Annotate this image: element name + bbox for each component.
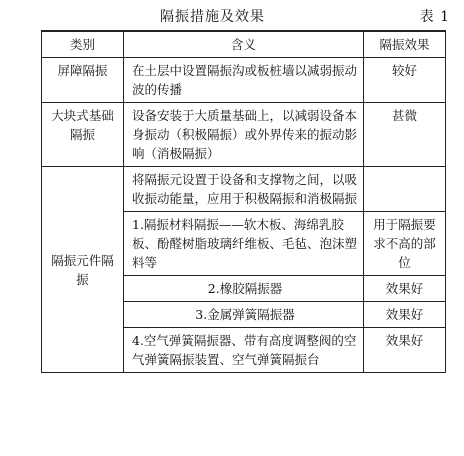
row-meaning: 设备安装于大质量基础上，以减弱设备本身振动（积极隔振）或外界传来的振动影响（消极隔振） <box>124 103 364 167</box>
row-meaning: 在土层中设置隔振沟或板桩墙以减弱振动波的传播 <box>124 58 364 103</box>
subrow-meaning: 3.金属弹簧隔振器 <box>124 302 364 328</box>
vibration-isolation-table <box>41 30 446 373</box>
header-effect: 隔振效果 <box>364 31 446 58</box>
table-caption <box>0 4 464 26</box>
subrow-meaning: 4.空气弹簧隔振器、带有高度调整阀的空气弹簧隔振装置、空气弹簧隔振台 <box>124 328 364 373</box>
row-category: 大块式基础隔振 <box>42 103 124 167</box>
table-number: 表 1 <box>419 9 450 25</box>
row-category: 屏障隔振 <box>42 58 124 103</box>
subrow-effect: 用于隔振要求不高的部位 <box>364 212 446 276</box>
table-title: 隔振措施及效果 <box>160 9 265 25</box>
subrow-effect: 效果好 <box>364 328 446 373</box>
row-meaning: 将隔振元设置于设备和支撑物之间，以吸收振动能量，应用于积极隔振和消极隔振 <box>124 167 364 212</box>
row-category: 隔振元件隔振 <box>42 167 124 373</box>
table-row <box>42 167 446 212</box>
row-effect: 甚微 <box>364 103 446 167</box>
table-row <box>42 103 446 167</box>
subrow-effect: 效果好 <box>364 302 446 328</box>
row-effect: 较好 <box>364 58 446 103</box>
header-meaning: 含义 <box>124 31 364 58</box>
subrow-meaning: 1.隔振材料隔振——软木板、海绵乳胶板、酚醛树脂玻璃纤维板、毛毡、泡沫塑料等 <box>124 212 364 276</box>
table-header-row <box>42 31 446 58</box>
header-category: 类别 <box>42 31 124 58</box>
subrow-meaning: 2.橡胶隔振器 <box>124 276 364 302</box>
row-effect <box>364 167 446 212</box>
table-row <box>42 58 446 103</box>
subrow-effect: 效果好 <box>364 276 446 302</box>
